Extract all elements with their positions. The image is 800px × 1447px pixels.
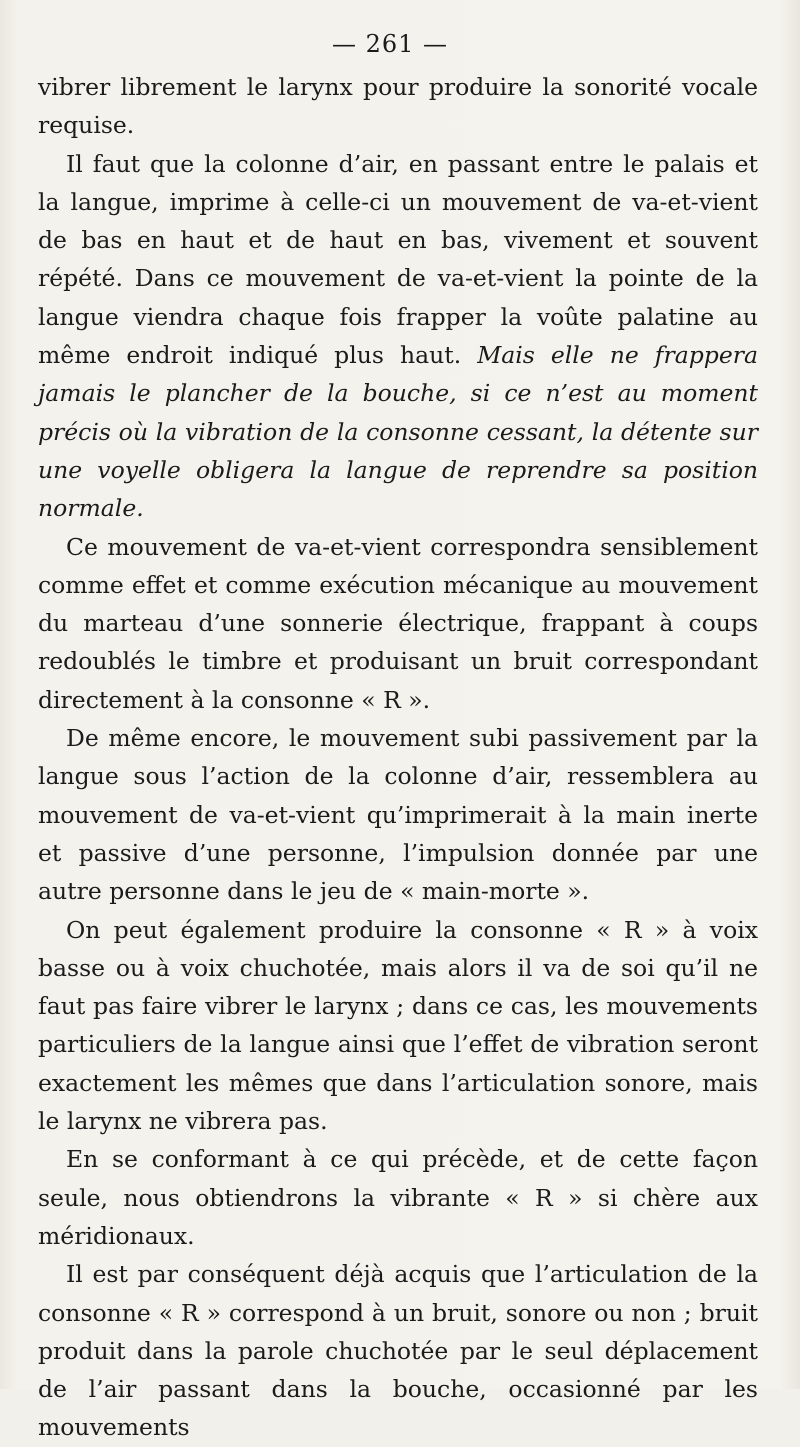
- paragraph-text: Il faut que la colonne d’air, en passant entre le palais et la langue, imprime à celle-ci un mouvement de va-et-vient de bas en haut et de haut en bas, vivement et souvent répété. Dans ce mouvement de va-et-vient la pointe de la langue viendra chaque fois frapper la voûte palatine au même endroit indiqué plus haut.: [38, 149, 758, 370]
- paragraph: On peut également produire la consonne « R » à voix basse ou à voix chuchotée, mais alors il va de soi qu’il ne faut pas faire vibrer le larynx ; dans ce cas, les mouvements particuliers de la langue ainsi que l’effet de vibration seront exactement les mêmes que dans l’articulation sonore, mais le larynx ne vibrera pas.: [38, 915, 758, 1136]
- paragraph-italic-text: Mais elle ne frappera jamais le plancher de la bouche, si ce n’est au moment précis où la vibration de la consonne cessant, la détente sur une voyelle obligera la langue de reprendre sa position normale.: [38, 341, 758, 523]
- paragraph: De même encore, le mouvement subi passivement par la langue sous l’action de la colonne d’air, ressemblera au mouvement de va-et-vient qu’imprimerait à la main inerte et passive d’une personne, l’impulsion donnée par une autre personne dans le jeu de « main-morte ».: [38, 724, 758, 906]
- paragraph: En se conformant à ce qui précède, et de cette façon seule, nous obtiendrons la vibrante « R » si chère aux méridionaux.: [38, 1145, 758, 1250]
- body-text: [38, 68, 758, 1447]
- paragraph: Il est par conséquent déjà acquis que l’articulation de la consonne « R » correspond à un bruit, sonore ou non ; bruit produit dans la parole chuchotée par le seul déplacement de l’air passant dans la bouche, occasionné par les mouvements: [38, 1260, 758, 1442]
- paragraph: Ce mouvement de va-et-vient correspondra sensiblement comme effet et comme exécution mécanique au mouvement du marteau d’une sonnerie électrique, frappant à coups redoublés le timbre et produisant un bruit correspondant directement à la consonne « R ».: [38, 532, 758, 714]
- page-number: — 261 —: [331, 30, 449, 58]
- paragraph: [38, 145, 758, 528]
- paragraph-continuation: vibrer librement le larynx pour produire la sonorité vocale requise.: [38, 73, 758, 140]
